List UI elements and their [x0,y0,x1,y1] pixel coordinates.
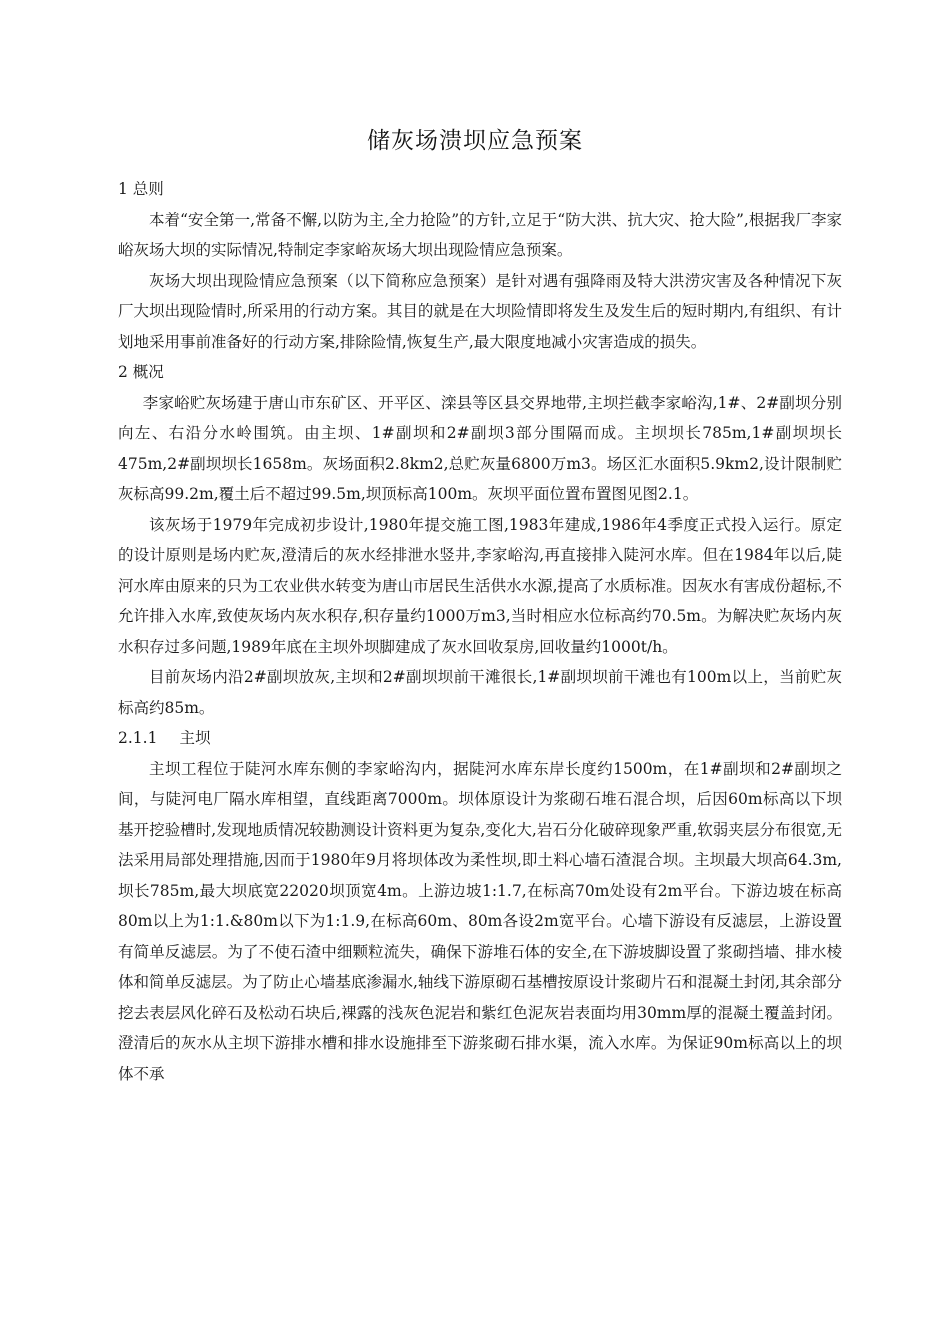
section-2-1-1-number: 2.1.1 [118,729,158,747]
document-body [118,174,842,1089]
section-1-heading: 1 总则 [118,180,164,198]
section-1-paragraph-1: 本着“安全第一,常备不懈,以防为主,全力抢险”的方针,立足于“防大洪、抗大灾、抢大险”,根据我厂李家峪灰场大坝的实际情况,特制定李家峪灰场大坝出现险情应急预案。 [118,210,842,259]
section-2-paragraph-1: 李家峪贮灰场建于唐山市东矿区、开平区、滦县等区县交界地带,主坝拦截李家峪沟,1#、2#副坝分别向左、右沿分水岭围筑。由主坝、1#副坝和2#副坝3部分围隔而成。主坝坝长785m,1#副坝坝长475m,2#副坝坝长1658m。灰场面积2.8km2,总贮灰量6800万m3。场区汇水面积5.9km2,设计限制贮灰标高99.2m,覆土后不超过99.5m,坝顶标高100m。灰坝平面位置布置图见图2.1。 [118,393,842,503]
section-1-paragraph-2: 灰场大坝出现险情应急预案（以下简称应急预案）是针对遇有强降雨及特大洪涝灾害及各种情况下灰厂大坝出现险情时,所采用的行动方案。其目的就是在大坝险情即将发生及发生后的短时期内,有组织、有计划地采用事前准备好的行动方案,排除险情,恢复生产,最大限度地减小灾害造成的损失。 [118,271,842,351]
section-2-1-1-title: 主坝 [179,729,211,747]
document-title: 储灰场溃坝应急预案 [367,128,583,154]
section-2-paragraph-3: 目前灰场内沿2#副坝放灰,主坝和2#副坝坝前干滩很长,1#副坝坝前干滩也有100m以上，当前贮灰标高约85m。 [118,668,842,717]
section-2-paragraph-2: 该灰场于1979年完成初步设计,1980年提交施工图,1983年建成,1986年4季度正式投入运行。原定的设计原则是场内贮灰,澄清后的灰水经排泄水竖井,李家峪沟,再直接排入陡河水库。但在1984年以后,陡河水库由原来的只为工农业供水转变为唐山市居民生活供水水源,提高了水质标准。因灰水有害成份超标,不允许排入水库,致使灰场内灰水积存,积存量约1000万m3,当时相应水位标高约70.5m。为解决贮灰场内灰水积存过多问题,1989年底在主坝外坝脚建成了灰水回收泵房,回收量约1000t/h。 [118,515,842,656]
section-2-1-1-heading [118,723,842,754]
section-2-1-1-paragraph-1: 主坝工程位于陡河水库东侧的李家峪沟内，据陡河水库东岸长度约1500m，在1#副坝和2#副坝之间，与陡河电厂隔水库相望，直线距离7000m。坝体原设计为浆砌石堆石混合坝，后因60m标高以下坝基开挖验槽时,发现地质情况较勘测设计资料更为复杂,变化大,岩石分化破碎现象严重,软弱夹层分布很宽,无法采用局部处理措施,因而于1980年9月将坝体改为柔性坝,即土料心墙石渣混合坝。主坝最大坝高64.3m,坝长785m,最大坝底宽22020坝顶宽4m。上游边坡1:1.7,在标高70m处设有2m平台。下游边坡在标高80m以上为1:1.&80m以下为1:1.9,在标高60m、80m各设2m宽平台。心墙下游设有反滤层，上游设置有简单反滤层。为了不使石渣中细颗粒流失，确保下游堆石体的安全,在下游坡脚设置了浆砌挡墙、排水棱体和简单反滤层。为了防止心墙基底渗漏水,轴线下游原砌石基槽按原设计浆砌片石和混凝土封闭,其余部分挖去表层风化碎石及松动石块后,裸露的浅灰色泥岩和紫红色泥灰岩表面均用30mm厚的混凝土覆盖封闭。澄清后的灰水从主坝下游排水槽和排水设施排至下游浆砌石排水渠，流入水库。为保证90m标高以上的坝体不承 [118,759,842,1083]
section-2-heading: 2 概况 [118,363,164,381]
